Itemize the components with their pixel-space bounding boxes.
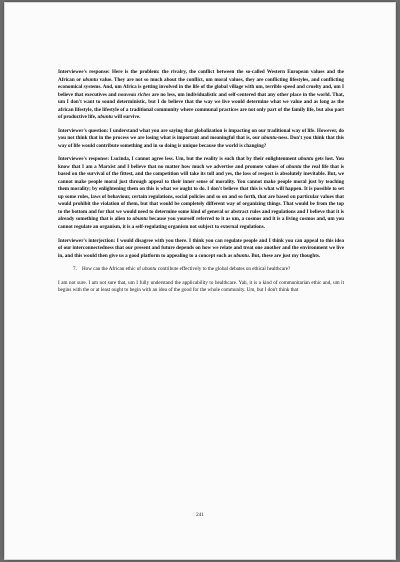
question-number: 7. xyxy=(73,266,77,273)
answer-paragraph: I am not sure. I am not sure that, um I fully understand the applicability to healthcare. Yah, it is a kind of communitarian ethic and, um it begins with the or at least ought to begin with an idea of the good for the whole community. Um, but I don't think that xyxy=(58,279,344,294)
question-text: How can the African ethic of ubuntu contribute effectively to the global debates on ethical healthcare? xyxy=(82,266,291,273)
page-body xyxy=(58,69,344,295)
speaker-label: Interviewer's interjection: xyxy=(58,237,116,244)
speaker-label: Interviewee's response: xyxy=(58,156,110,163)
document-page xyxy=(5,3,395,559)
interviewee-response-1: Interviewee's response: Here is the problem: the rivalry, the conflict between the so-called Western European values and the African or ubuntu value. They are not so much about the conflict, um moral values, they are conflicting lifestyles, and conflicting economical systems. And, um Africa is getting involved in the life of the global village with um, terrible speed and cruelty and, um I believe that executives and nouveau riches are no less, um individualistic and self-centered that any other place in the world. That, um I don't want to sound deterministic, but I do believe that the way we live would determine what we value and as long as the african lifestyle, the lifestyle of a traditional community where communal practices are not only part of the family life, but also part of productive life, ubuntu will survive. xyxy=(58,69,344,120)
interviewer-question: Interviewer's question: I understand what you are saying that globalization is impacting on our traditional way of life. However, do you not think that in the process we are losing what is important and meaningful that is, our ubuntu-ness. Don't you think that this way of life would contribute something and in so doing is unique because the world is changing? xyxy=(58,127,344,149)
speaker-label: Interviewee's response: xyxy=(58,69,110,75)
interviewer-interjection: Interviewer's interjection: I would disagree with you there. I think you can regulate people and I think you can appeal to this idea of our interconnectedness that our present and future depends on how we relate and treat one another and the environment we live in, and this would then give us a good platform to appealing to a concept such as ubuntu. But, these are just my thoughts. xyxy=(58,237,344,259)
interviewee-response-2: Interviewee's response: Lucinda, I cannot agree less. Um, but the reality is such that by their enlightenment ubuntu gets lost. You know that I am a Marxist and I believe that no matter how much we advertise and promote values of ubuntu the real life that is based on the survival of the fittest, and the competition will take its toll and yes, the loss of respect is absolutely inevitable. But, we cannot make people moral just through appeal to their inner sense of morality. You cannot make people moral just by teaching them morality; by enlightening them on this is what we ought to do. I don't believe that this is what will happen. It is possible to set up some rules, laws of behaviour, certain regulations, social policies and so on and so forth, that are based on particular values that would prohibit the violation of them, but that would be completely different way of organizing things. That would be from the top to the bottom and for that we would need to determine some kind of general or abstract rules and regulations and I believe that it is already something that is alien to ubuntu because you yourself referred to it as um, a cosmos and it is a living cosmos and, um you cannot regulate an organism, it is a self-regulating organism not subject to external regulations. xyxy=(58,156,345,230)
speaker-label: Interviewer's question: xyxy=(58,127,109,134)
question-7 xyxy=(73,266,331,274)
page-number: 241 xyxy=(196,512,204,518)
